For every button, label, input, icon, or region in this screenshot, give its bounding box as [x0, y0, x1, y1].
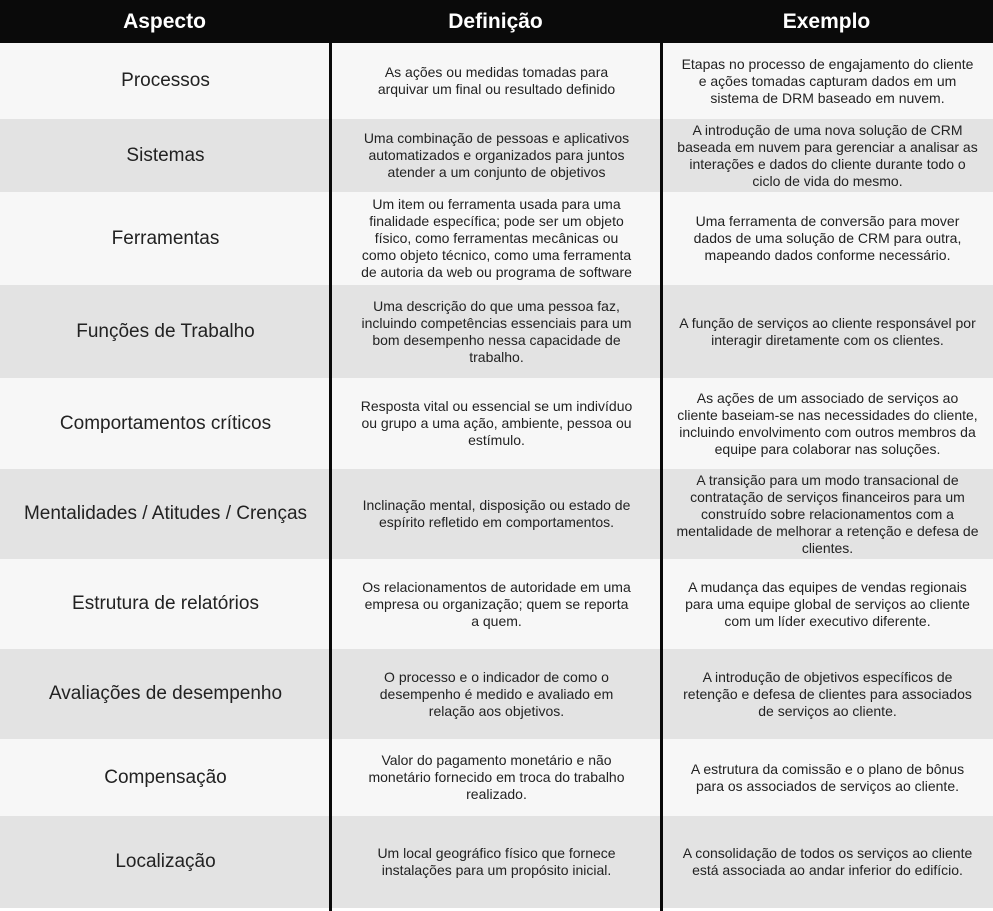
table-row-example: A introdução de uma nova solução de CRM baseada em nuvem para gerenciar a analisar as interações e dados do cliente durante todo o ciclo de vida do mesmo.: [662, 119, 993, 192]
header-definition: Definição: [331, 0, 662, 43]
table-row-aspect: Comportamentos críticos: [0, 378, 331, 469]
table-row-example: A introdução de objetivos específicos de retenção e defesa de clientes para associados de serviços ao cliente.: [662, 649, 993, 739]
table-row-definition: Um local geográfico físico que fornece instalações para um propósito inicial.: [331, 816, 662, 908]
table-row-example: As ações de um associado de serviços ao cliente baseiam-se nas necessidades do cliente, incluindo envolvimento com outros membros da equipe para colaborar nas soluções.: [662, 378, 993, 469]
table-row-definition: Resposta vital ou essencial se um indivíduo ou grupo a uma ação, ambiente, pessoa ou estímulo.: [331, 378, 662, 469]
table-row-example: Etapas no processo de engajamento do cliente e ações tomadas capturam dados em um sistema de DRM baseado em nuvem.: [662, 43, 993, 119]
header-example: Exemplo: [662, 0, 993, 43]
table-row-aspect: Processos: [0, 43, 331, 119]
table-row-aspect: Localização: [0, 816, 331, 908]
table-row-example: Uma ferramenta de conversão para mover dados de uma solução de CRM para outra, mapeando dados conforme necessário.: [662, 192, 993, 285]
table-row-definition: Uma descrição do que uma pessoa faz, incluindo competências essenciais para um bom desempenho nessa capacidade de trabalho.: [331, 285, 662, 378]
table-row-aspect: Avaliações de desempenho: [0, 649, 331, 739]
table-row-example: A transição para um modo transacional de contratação de serviços financeiros para um construído sobre relacionamentos com a mentalidade de melhorar a retenção e defesa de clientes.: [662, 469, 993, 559]
table-row-definition: Inclinação mental, disposição ou estado de espírito refletido em comportamentos.: [331, 469, 662, 559]
table-row-definition: O processo e o indicador de como o desempenho é medido e avaliado em relação aos objetivos.: [331, 649, 662, 739]
table-row-definition: Valor do pagamento monetário e não monetário fornecido em troca do trabalho realizado.: [331, 739, 662, 816]
table-row-aspect: Compensação: [0, 739, 331, 816]
table-row-definition: Os relacionamentos de autoridade em uma empresa ou organização; quem se reporta a quem.: [331, 559, 662, 649]
table-row-example: A estrutura da comissão e o plano de bônus para os associados de serviços ao cliente.: [662, 739, 993, 816]
column-divider: [660, 0, 663, 911]
table-row-example: A mudança das equipes de vendas regionais para uma equipe global de serviços ao cliente com um líder executivo diferente.: [662, 559, 993, 649]
table-row-example: A função de serviços ao cliente responsável por interagir diretamente com os clientes.: [662, 285, 993, 378]
table-row-aspect: Ferramentas: [0, 192, 331, 285]
table-row-definition: As ações ou medidas tomadas para arquivar um final ou resultado definido: [331, 43, 662, 119]
table-row-aspect: Estrutura de relatórios: [0, 559, 331, 649]
table-row-aspect: Funções de Trabalho: [0, 285, 331, 378]
table-row-aspect: Mentalidades / Atitudes / Crenças: [0, 469, 331, 559]
header-aspect: Aspecto: [0, 0, 331, 43]
table-row-example: A consolidação de todos os serviços ao cliente está associada ao andar inferior do edifício.: [662, 816, 993, 908]
table-row-definition: Uma combinação de pessoas e aplicativos automatizados e organizados para juntos atender a um conjunto de objetivos: [331, 119, 662, 192]
table-row-aspect: Sistemas: [0, 119, 331, 192]
table-row-definition: Um item ou ferramenta usada para uma finalidade específica; pode ser um objeto físico, como ferramentas mecânicas ou como objeto técnico, como uma ferramenta de autoria da web ou programa de software: [331, 192, 662, 285]
column-divider: [329, 0, 332, 911]
